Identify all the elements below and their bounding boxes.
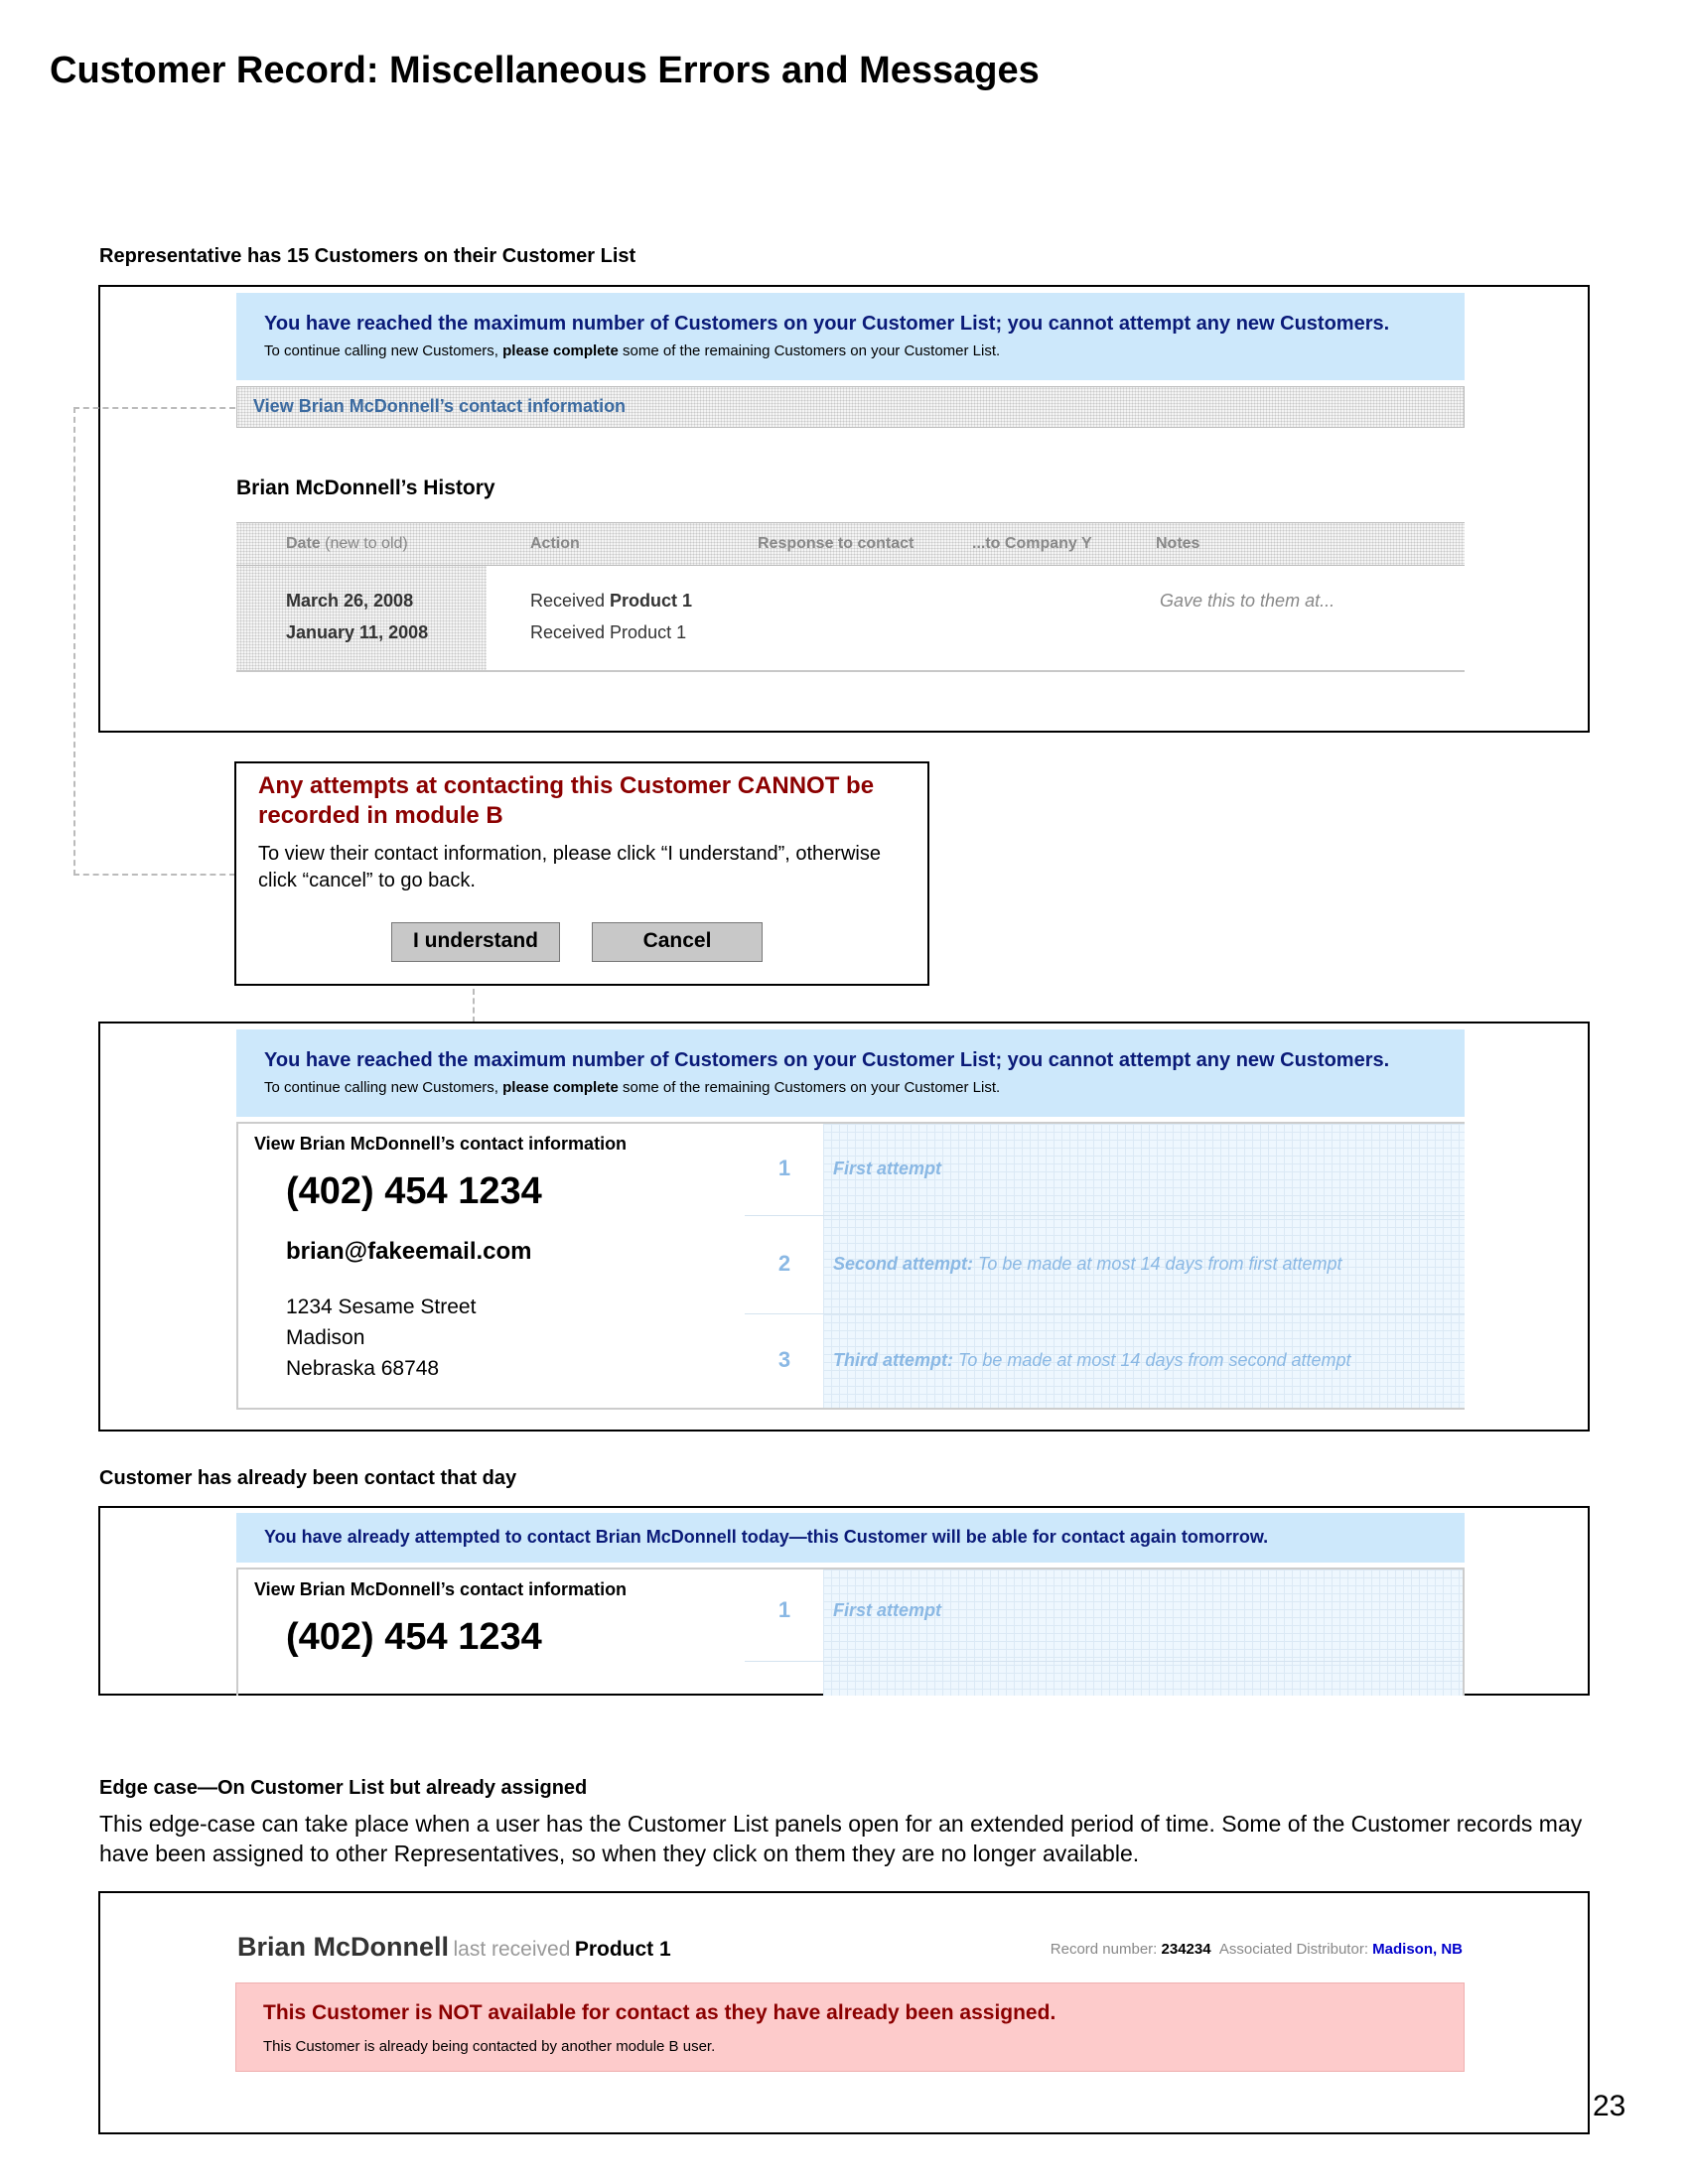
attempt-divider: [745, 1661, 1465, 1662]
scenario-frame-4: [98, 1891, 1590, 2134]
banner-subtext: To continue calling new Customers, please complete some of the remaining Customers on your Customer List.: [264, 342, 1001, 359]
attempt-number-3: 3: [777, 1347, 791, 1372]
attempt-1[interactable]: First attempt: [833, 1159, 942, 1178]
view-contact-link-bar[interactable]: [236, 386, 1465, 428]
error-subtext: This Customer is already being contacted by another module B user.: [263, 2038, 716, 2055]
dialog-body: To view their contact information, please click “I understand”, otherwise click “cancel” to go back.: [258, 843, 881, 891]
view-contact-link[interactable]: View Brian McDonnell’s contact information: [253, 396, 627, 416]
cancel-button[interactable]: Cancel: [592, 922, 763, 962]
col-company[interactable]: ...to Company Y: [972, 535, 1092, 552]
banner-heading: You have already attempted to contact Brian McDonnell today—this Customer will be able for contact again tomorrow.: [264, 1527, 1269, 1547]
address-line-3: Nebraska 68748: [286, 1357, 440, 1380]
section-label-edge-case: Edge case—On Customer List but already assigned: [99, 1777, 588, 1799]
table-bottom-rule: [236, 670, 1465, 672]
customer-record-header: [237, 1932, 671, 1963]
page-number: 23: [1593, 2090, 1626, 2122]
attempt-divider: [745, 1215, 1465, 1216]
email-address: brian@fakeemail.com: [286, 1238, 532, 1265]
row2-date: January 11, 2008: [286, 622, 429, 642]
contact-panel: [236, 1568, 1465, 1696]
contact-panel-title: View Brian McDonnell’s contact information: [254, 1134, 628, 1154]
contact-panel-title: View Brian McDonnell’s contact information: [254, 1579, 628, 1599]
connector-line: [73, 874, 235, 876]
product-name: Product 1: [574, 1938, 671, 1961]
history-table: [236, 522, 1465, 722]
section-label-contacted-today: Customer has already been contact that day: [99, 1467, 517, 1489]
col-notes[interactable]: Notes: [1156, 535, 1200, 552]
attempt-1[interactable]: First attempt: [833, 1600, 942, 1620]
address-line-2: Madison: [286, 1326, 365, 1349]
attempt-divider: [745, 1313, 1465, 1314]
connector-line: [73, 407, 75, 876]
col-response[interactable]: Response to contact: [758, 535, 914, 552]
contact-panel: [236, 1122, 1465, 1410]
distributor-link[interactable]: Madison, NB: [1372, 1941, 1463, 1958]
banner-subtext: To continue calling new Customers, please complete some of the remaining Customers on your Customer List.: [264, 1079, 1001, 1096]
history-header-row: [236, 522, 1465, 566]
attempt-number-1: 1: [777, 1156, 791, 1180]
warning-dialog: [234, 761, 929, 986]
scenario-frame-3: [98, 1506, 1590, 1696]
error-heading: This Customer is NOT available for contact as they have already been assigned.: [263, 2001, 1056, 2024]
col-date[interactable]: Date (new to old): [286, 535, 408, 552]
i-understand-button[interactable]: I understand: [391, 922, 560, 962]
max-customers-banner: [236, 293, 1465, 380]
attempt-3[interactable]: Third attempt: To be made at most 14 days from second attempt: [833, 1350, 1351, 1370]
connector-line: [73, 407, 235, 409]
scenario-frame-2: [98, 1022, 1590, 1432]
record-number: 234234: [1161, 1941, 1211, 1958]
last-received-label: last received: [453, 1938, 571, 1961]
row1-action: Received Product 1: [530, 591, 693, 611]
scenario-frame-1: [98, 285, 1590, 733]
attempt-number-2: 2: [777, 1251, 791, 1276]
attempt-number-1: 1: [777, 1597, 791, 1622]
col-action[interactable]: Action: [530, 535, 580, 552]
record-meta: Record number: 234234 Associated Distributor: Madison, NB: [1050, 1941, 1463, 1958]
banner-heading: You have reached the maximum number of Customers on your Customer List; you cannot attempt any new Customers.: [264, 1049, 1390, 1071]
contacted-today-banner: [236, 1513, 1465, 1563]
phone-number: (402) 454 1234: [286, 1170, 542, 1212]
customer-name: Brian McDonnell: [237, 1932, 450, 1962]
history-title: Brian McDonnell’s History: [236, 477, 495, 499]
not-available-error: [235, 1982, 1465, 2072]
row1-date: March 26, 2008: [286, 591, 414, 611]
section-label-max-customers: Representative has 15 Customers on their Customer List: [99, 245, 636, 267]
max-customers-banner: [236, 1029, 1465, 1117]
page-title: Customer Record: Miscellaneous Errors and Messages: [50, 50, 1040, 91]
attempts-grid: [823, 1570, 1465, 1696]
edge-case-description: This edge-case can take place when a user has the Customer List panels open for an extended period of time. Some of the Customer records may have been assigned to other Representatives, so when they click on them they are no longer available.: [99, 1811, 1583, 1866]
phone-number: (402) 454 1234: [286, 1616, 542, 1658]
row1-notes: Gave this to them at...: [1160, 591, 1336, 611]
row2-action: Received Product 1: [530, 622, 687, 642]
attempt-2[interactable]: Second attempt: To be made at most 14 days from first attempt: [833, 1254, 1342, 1274]
banner-heading: You have reached the maximum number of Customers on your Customer List; you cannot attempt any new Customers.: [264, 313, 1390, 335]
date-column-shade: [236, 566, 487, 671]
dialog-heading: Any attempts at contacting this Customer CANNOT be recorded in module B: [258, 772, 875, 829]
address-line-1: 1234 Sesame Street: [286, 1296, 477, 1318]
